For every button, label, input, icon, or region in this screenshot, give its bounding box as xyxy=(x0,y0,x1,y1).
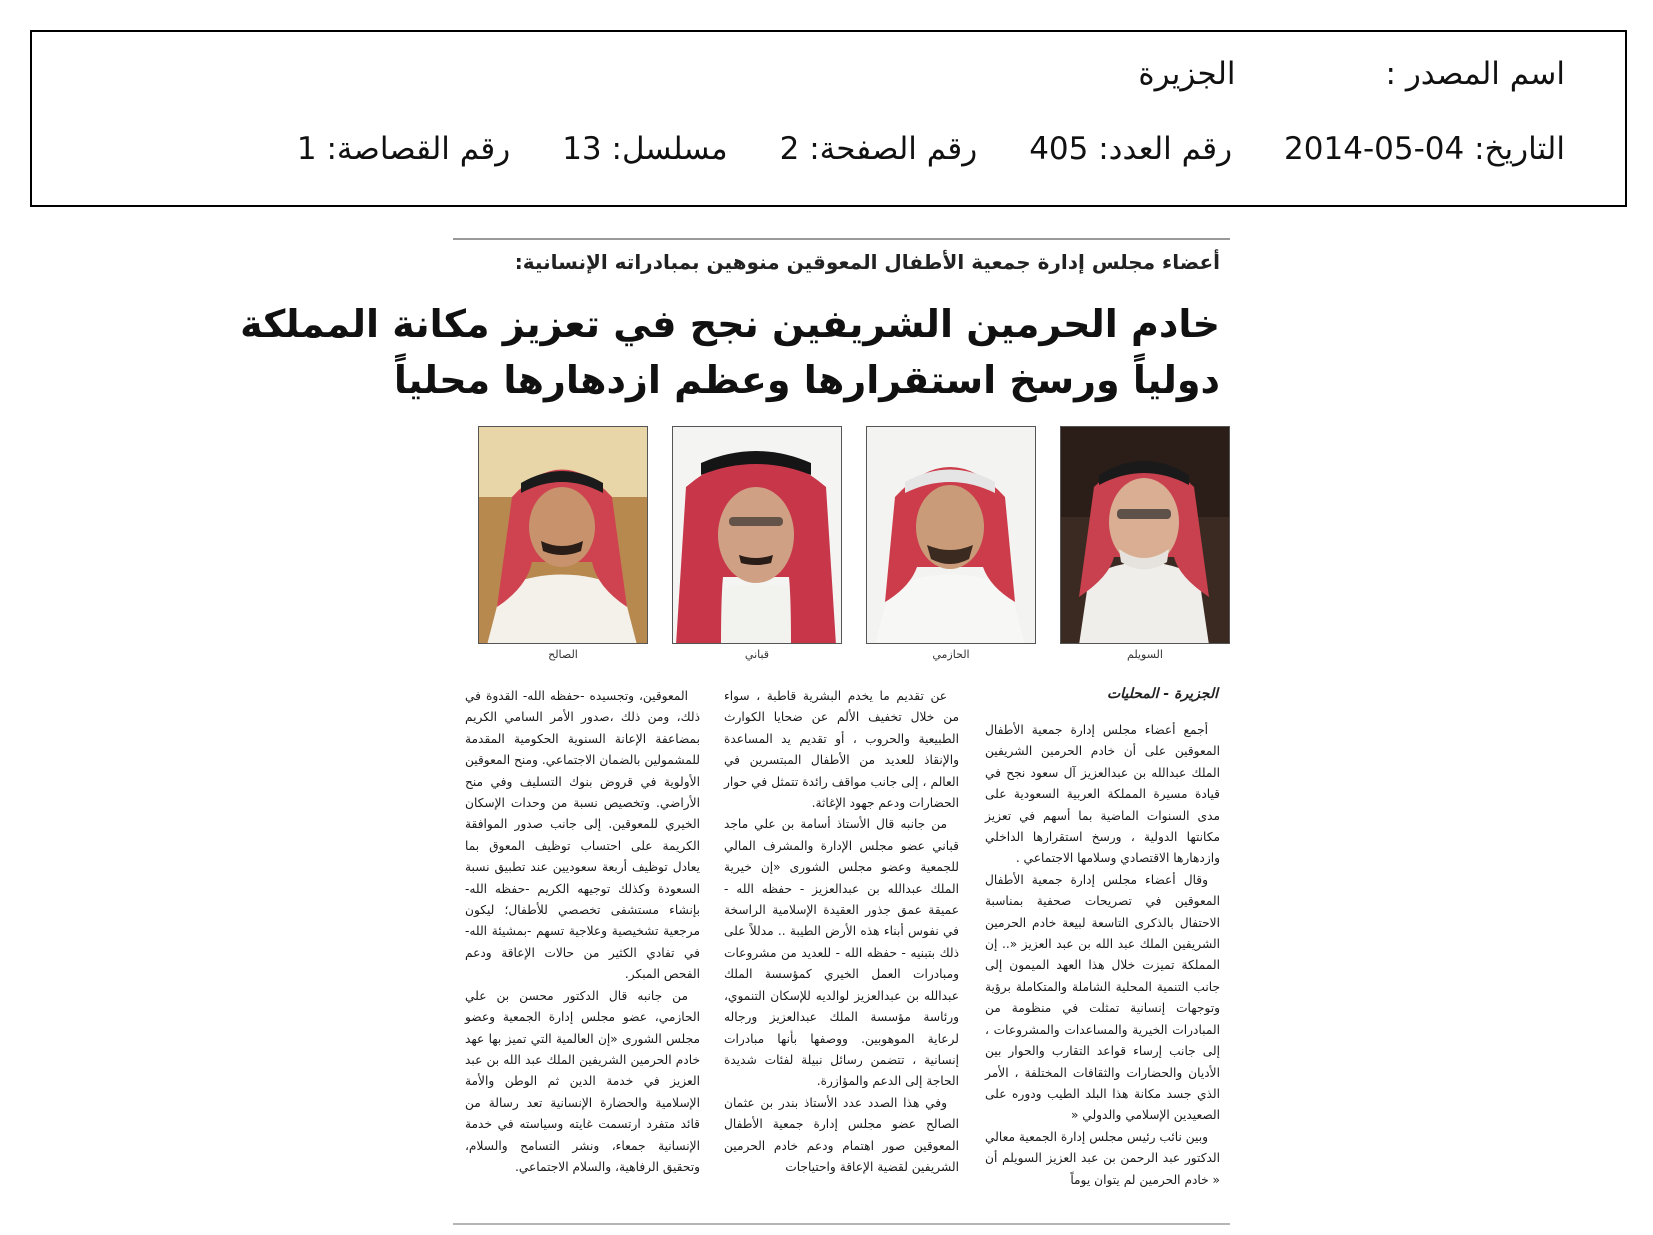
portrait-photo-hazmi xyxy=(866,426,1036,644)
caption-sweilem: السويلم xyxy=(1127,648,1163,661)
headline-line-2: دولياً ورسخ استقرارها وعظم ازدهارها محلياً xyxy=(393,358,1220,402)
page-label: رقم الصفحة: xyxy=(809,131,978,167)
byline: الجزيرة - المحليات xyxy=(1106,686,1218,702)
page-field xyxy=(780,129,978,169)
bottom-rule xyxy=(453,1223,1230,1225)
article-headline xyxy=(240,296,1220,408)
paragraph: وبين نائب رئيس مجلس إدارة الجمعية معالي الدكتور عبد الرحمن بن عبد العزيز السويلم أن « خادم الحرمين لم يتوان يوماً xyxy=(985,1129,1220,1187)
caption-qabbani: قباني xyxy=(744,648,770,661)
article-kicker: أعضاء مجلس إدارة جمعية الأطفال المعوقين منوهين بمبادراته الإنسانية: xyxy=(514,250,1220,274)
page-value: 2 xyxy=(779,131,800,167)
paragraph: عن تقديم ما يخدم البشرية قاطبة ، سواء من خلال تخفيف الألم عن ضحايا الكوارث الطبيعية والحروب ، أو تقديم يد المساعدة والإنقاذ للعديد من الأطفال المبتسرين في العالم ، إلى جانب مواقف رائدة تتمثل في حوار الحضارات ودعم جهود الإغاثة. xyxy=(724,689,959,811)
issue-value: 405 xyxy=(1029,131,1089,167)
portrait-photo-sweilem xyxy=(1060,426,1230,644)
newspaper-clipping xyxy=(240,238,1230,1225)
issue-label: رقم العدد: xyxy=(1098,131,1233,167)
serial-field xyxy=(562,129,727,169)
serial-label: مسلسل: xyxy=(611,131,728,167)
caption-saleh: الصالح xyxy=(548,648,578,661)
metadata-box xyxy=(30,30,1627,207)
date-value: 2014-05-04 xyxy=(1284,131,1465,167)
source-line xyxy=(1138,54,1565,94)
date-field xyxy=(1284,129,1565,169)
date-label: التاريخ: xyxy=(1474,131,1565,167)
source-value: الجزيرة xyxy=(1138,56,1236,92)
top-rule xyxy=(453,238,1230,240)
issue-field xyxy=(1029,129,1232,169)
paragraph: أجمع أعضاء مجلس إدارة جمعية الأطفال المعوقين على أن خادم الحرمين الشريفين الملك عبدالله بن عبدالعزيز آل سعود نجح في قيادة مسيرة المملكة العربية السعودية على مدى السنوات الماضية بما أسهم في تعزيز مكانتها الدولية ، ورسخ استقرارها الداخلي وازدهارها الاقتصادي وسلامها الاجتماعي . xyxy=(985,723,1220,866)
headline-line-1: خادم الحرمين الشريفين نجح في تعزيز مكانة المملكة xyxy=(240,302,1220,346)
paragraph: وقال أعضاء مجلس إدارة جمعية الأطفال المعوقين في تصريحات صحفية بمناسبة الاحتفال بالذكرى التاسعة لبيعة خادم الحرمين الشريفين الملك عبد الله بن عبد العزيز «.. إن المملكة تميزت خلال هذا العهد الميمون إلى جانب التنمية المحلية الشاملة والمتكاملة برؤية وتوجهات إنسانية تمثلت في منظومة من المبادرات الخيرية والمساعدات والمشروعات ، إلى جانب إرساء قواعد التقارب والحوار بين الأديان والحضارات والثقافات المختلفة ، الأمر الذي جسد مكانة هذا البلد الطيب ودوره على الصعيدين الإسلامي والدولي « xyxy=(985,872,1220,1123)
clip-label: رقم القصاصة: xyxy=(326,131,511,167)
source-label: اسم المصدر : xyxy=(1385,56,1565,92)
portrait-photo-qabbani xyxy=(672,426,842,644)
article-column-3 xyxy=(465,686,700,1178)
clip-value: 1 xyxy=(296,131,317,167)
article-column-2 xyxy=(724,686,959,1178)
paragraph: من جانبه قال الدكتور محسن بن علي الحازمي، عضو مجلس إدارة الجمعية وعضو مجلس الشورى «إن العالمية التي تميز بها عهد خادم الحرمين الشريفين الملك عبد الله بن عبد العزيز في خدمة الدين ثم الوطن والأمة الإسلامية والحضارة الإنسانية تعد رسالة من قائد متفرد ارتسمت غايته وسياسته في خدمة الإنسانية جمعاء، ونشر التسامح والسلام، وتحقيق الرفاهية، والسلام الاجتماعي. xyxy=(465,988,700,1174)
article-column-1 xyxy=(985,720,1220,1191)
paragraph: وفي هذا الصدد عدد الأستاذ بندر بن عثمان الصالح عضو مجلس إدارة جمعية الأطفال المعوقين صور اهتمام ودعم خادم الحرمين الشريفين لقضية الإعاقة واحتياجات xyxy=(724,1095,959,1174)
paragraph: من جانبه قال الأستاذ أسامة بن علي ماجد قباني عضو مجلس الإدارة والمشرف المالي للجمعية وعضو مجلس الشورى «إن خيرية الملك عبدالله بن عبدالعزيز - حفظه الله - عميقة عمق جذور العقيدة الإسلامية الراسخة في نفوس أبناء هذه الأرض الطيبة .. مدللاً على ذلك بتبنيه - حفظه الله - للعديد من مشروعات ومبادرات العمل الخيري كمؤسسة الملك عبدالله بن عبدالعزيز لوالديه للإسكان التنموي، ورئاسة مؤسسة الملك عبدالعزيز ورجاله لرعاية الموهوبين. ووصفها بأنها مبادرات إنسانية ، تتضمن رسائل نبيلة لفئات شديدة الحاجة إلى الدعم والمؤازرة. xyxy=(724,817,959,1089)
clip-field xyxy=(297,129,510,169)
portrait-photo-saleh xyxy=(478,426,648,644)
caption-hazmi: الحازمي xyxy=(932,648,970,661)
paragraph: المعوقين، وتجسيده -حفظه الله- القدوة في ذلك، ومن ذلك ،صدور الأمر السامي الكريم بمضاعفة الإعانة السنوية الحكومية المقدمة للمشمولين بالضمان الاجتماعي. ومنح المعوقين الأولوية في قروض بنوك التسليف وفي منح الأراضي. وتخصيص نسبة من وحدات الإسكان الخيري للمعوقين. إلى جانب صدور الموافقة الكريمة على احتساب توظيف المعوق بما يعادل توظيف أربعة سعوديين عند تطبيق نسبة السعودة وكذلك توجيهه الكريم -حفظه الله- بإنشاء مستشفى تخصصي للأطفال؛ ليكون مرجعية تشخيصية وعلاجية تسهم -بمشيئة الله- في تفادي الكثير من حالات الإعاقة ودعم الفحص المبكر. xyxy=(465,689,700,982)
info-line xyxy=(297,129,1565,169)
serial-value: 13 xyxy=(562,131,602,167)
